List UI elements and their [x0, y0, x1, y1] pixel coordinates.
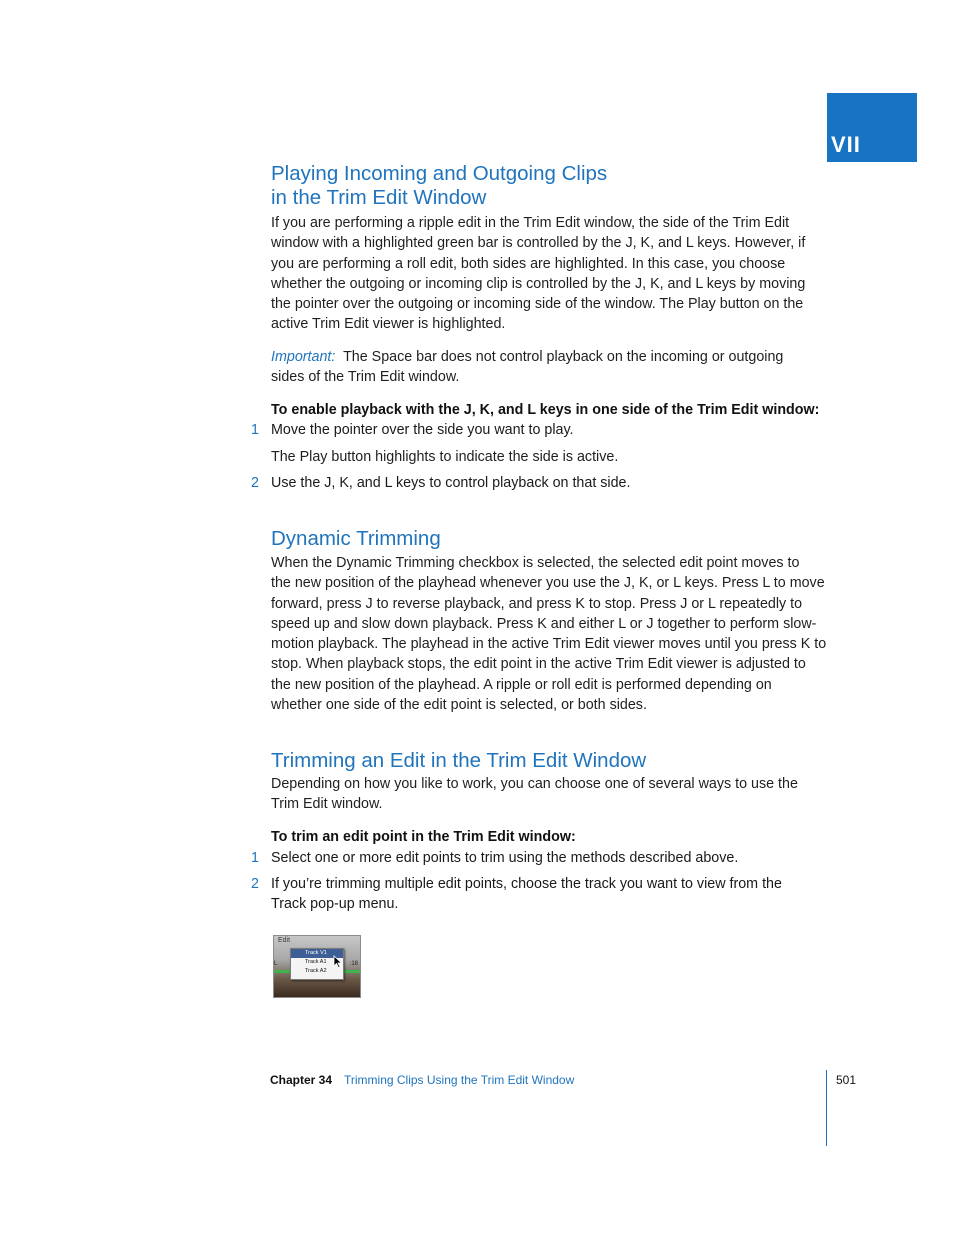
- body-line: Depending on how you like to work, you can choose one of several ways to use the: [271, 776, 798, 792]
- menu-item-track-a1[interactable]: Track A1: [305, 959, 327, 965]
- body-line: speed up and slow down playback. Press K and either L or J together to perform slow-: [271, 615, 817, 632]
- section-heading-dynamic-trimming: Dynamic Trimming: [271, 527, 441, 550]
- step-text: Move the pointer over the side you want to play.: [271, 422, 574, 438]
- body-line: whether one side of the edit point is selected, or both sides.: [271, 697, 647, 714]
- body-line: active Trim Edit viewer is highlighted.: [271, 316, 506, 333]
- important-text-2: sides of the Trim Edit window.: [271, 369, 460, 386]
- figure-edit-label: Edit: [278, 937, 291, 944]
- step-text: Use the J, K, and L keys to control playback on that side.: [271, 475, 631, 491]
- menu-item-track-v1[interactable]: Track V1: [291, 949, 343, 958]
- body-line: you are performing a roll edit, both sides are highlighted. In this case, you choose: [271, 255, 786, 272]
- task-title-enable-playback: To enable playback with the J, K, and L keys in one side of the Trim Edit window:: [271, 402, 820, 418]
- step-text: [271, 874, 827, 915]
- step-1-result: The Play button highlights to indicate the side is active.: [271, 449, 619, 465]
- footer-chapter-title: Trimming Clips Using the Trim Edit Window: [344, 1073, 575, 1087]
- body-line: window with a highlighted green bar is controlled by the J, K, and L keys. However, if: [271, 235, 806, 252]
- important-note: [271, 347, 827, 388]
- footer-chapter: Chapter 34: [270, 1073, 333, 1087]
- task-title-trim-edit-point: To trim an edit point in the Trim Edit window:: [271, 829, 576, 845]
- footer-divider: [826, 1070, 827, 1146]
- section2-body: [271, 553, 827, 715]
- heading-line-1: Playing Incoming and Outgoing Clips: [271, 162, 608, 185]
- part-tab-label: VII: [831, 132, 861, 157]
- body-line: forward, press J to reverse playback, and press K to stop. Press J or L repeatedly to: [271, 595, 803, 612]
- part-tab: [827, 93, 917, 162]
- body-line: Trim Edit window.: [271, 796, 383, 813]
- step-text-line: Track pop-up menu.: [271, 896, 399, 913]
- body-line: motion playback. The playhead in the active Trim Edit viewer moves until you press K to: [271, 636, 827, 653]
- body-line: whether the outgoing or incoming clip is controlled by the J, K, and L keys by moving: [271, 275, 806, 292]
- body-line: When the Dynamic Trimming checkbox is selected, the selected edit point moves to: [271, 555, 800, 571]
- important-label: Important:: [271, 349, 336, 365]
- important-text-1: The Space bar does not control playback on the incoming or outgoing: [343, 349, 784, 365]
- body-line: the pointer over the outgoing or incoming side of the window. The Play button on the: [271, 296, 804, 313]
- menu-item-track-a2[interactable]: Track A2: [305, 968, 327, 974]
- track-popup-figure: [273, 935, 361, 998]
- footer-page-number: 501: [836, 1073, 857, 1087]
- section-heading-playing-clips: [271, 162, 607, 210]
- section3-body: [271, 774, 827, 815]
- body-line: If you are performing a ripple edit in the Trim Edit window, the side of the Trim Edit: [271, 215, 790, 231]
- body-line: the new position of the playhead. A ripple or roll edit is performed depending on: [271, 676, 772, 693]
- section-heading-trimming-edit: Trimming an Edit in the Trim Edit Window: [271, 749, 647, 772]
- figure-timecode-left: L: [274, 961, 278, 967]
- body-line: the new position of the playhead whenever you use the J, K, or L keys. Press L to move: [271, 575, 825, 592]
- step-number: 1: [251, 422, 259, 438]
- section1-body: [271, 213, 827, 335]
- step-number: 2: [251, 475, 259, 491]
- figure-timecode-right: :18: [349, 961, 358, 967]
- step-text: Select one or more edit points to trim using the methods described above.: [271, 850, 739, 866]
- step-number: 2: [251, 876, 259, 892]
- pointer-icon: [333, 955, 343, 968]
- step-text-line: If you’re trimming multiple edit points, choose the track you want to view from the: [271, 876, 782, 892]
- body-line: stop. When playback stops, the edit point in the active Trim Edit viewer is adjusted to: [271, 656, 806, 673]
- heading-line-2: in the Trim Edit Window: [271, 186, 487, 209]
- step-number: 1: [251, 850, 259, 866]
